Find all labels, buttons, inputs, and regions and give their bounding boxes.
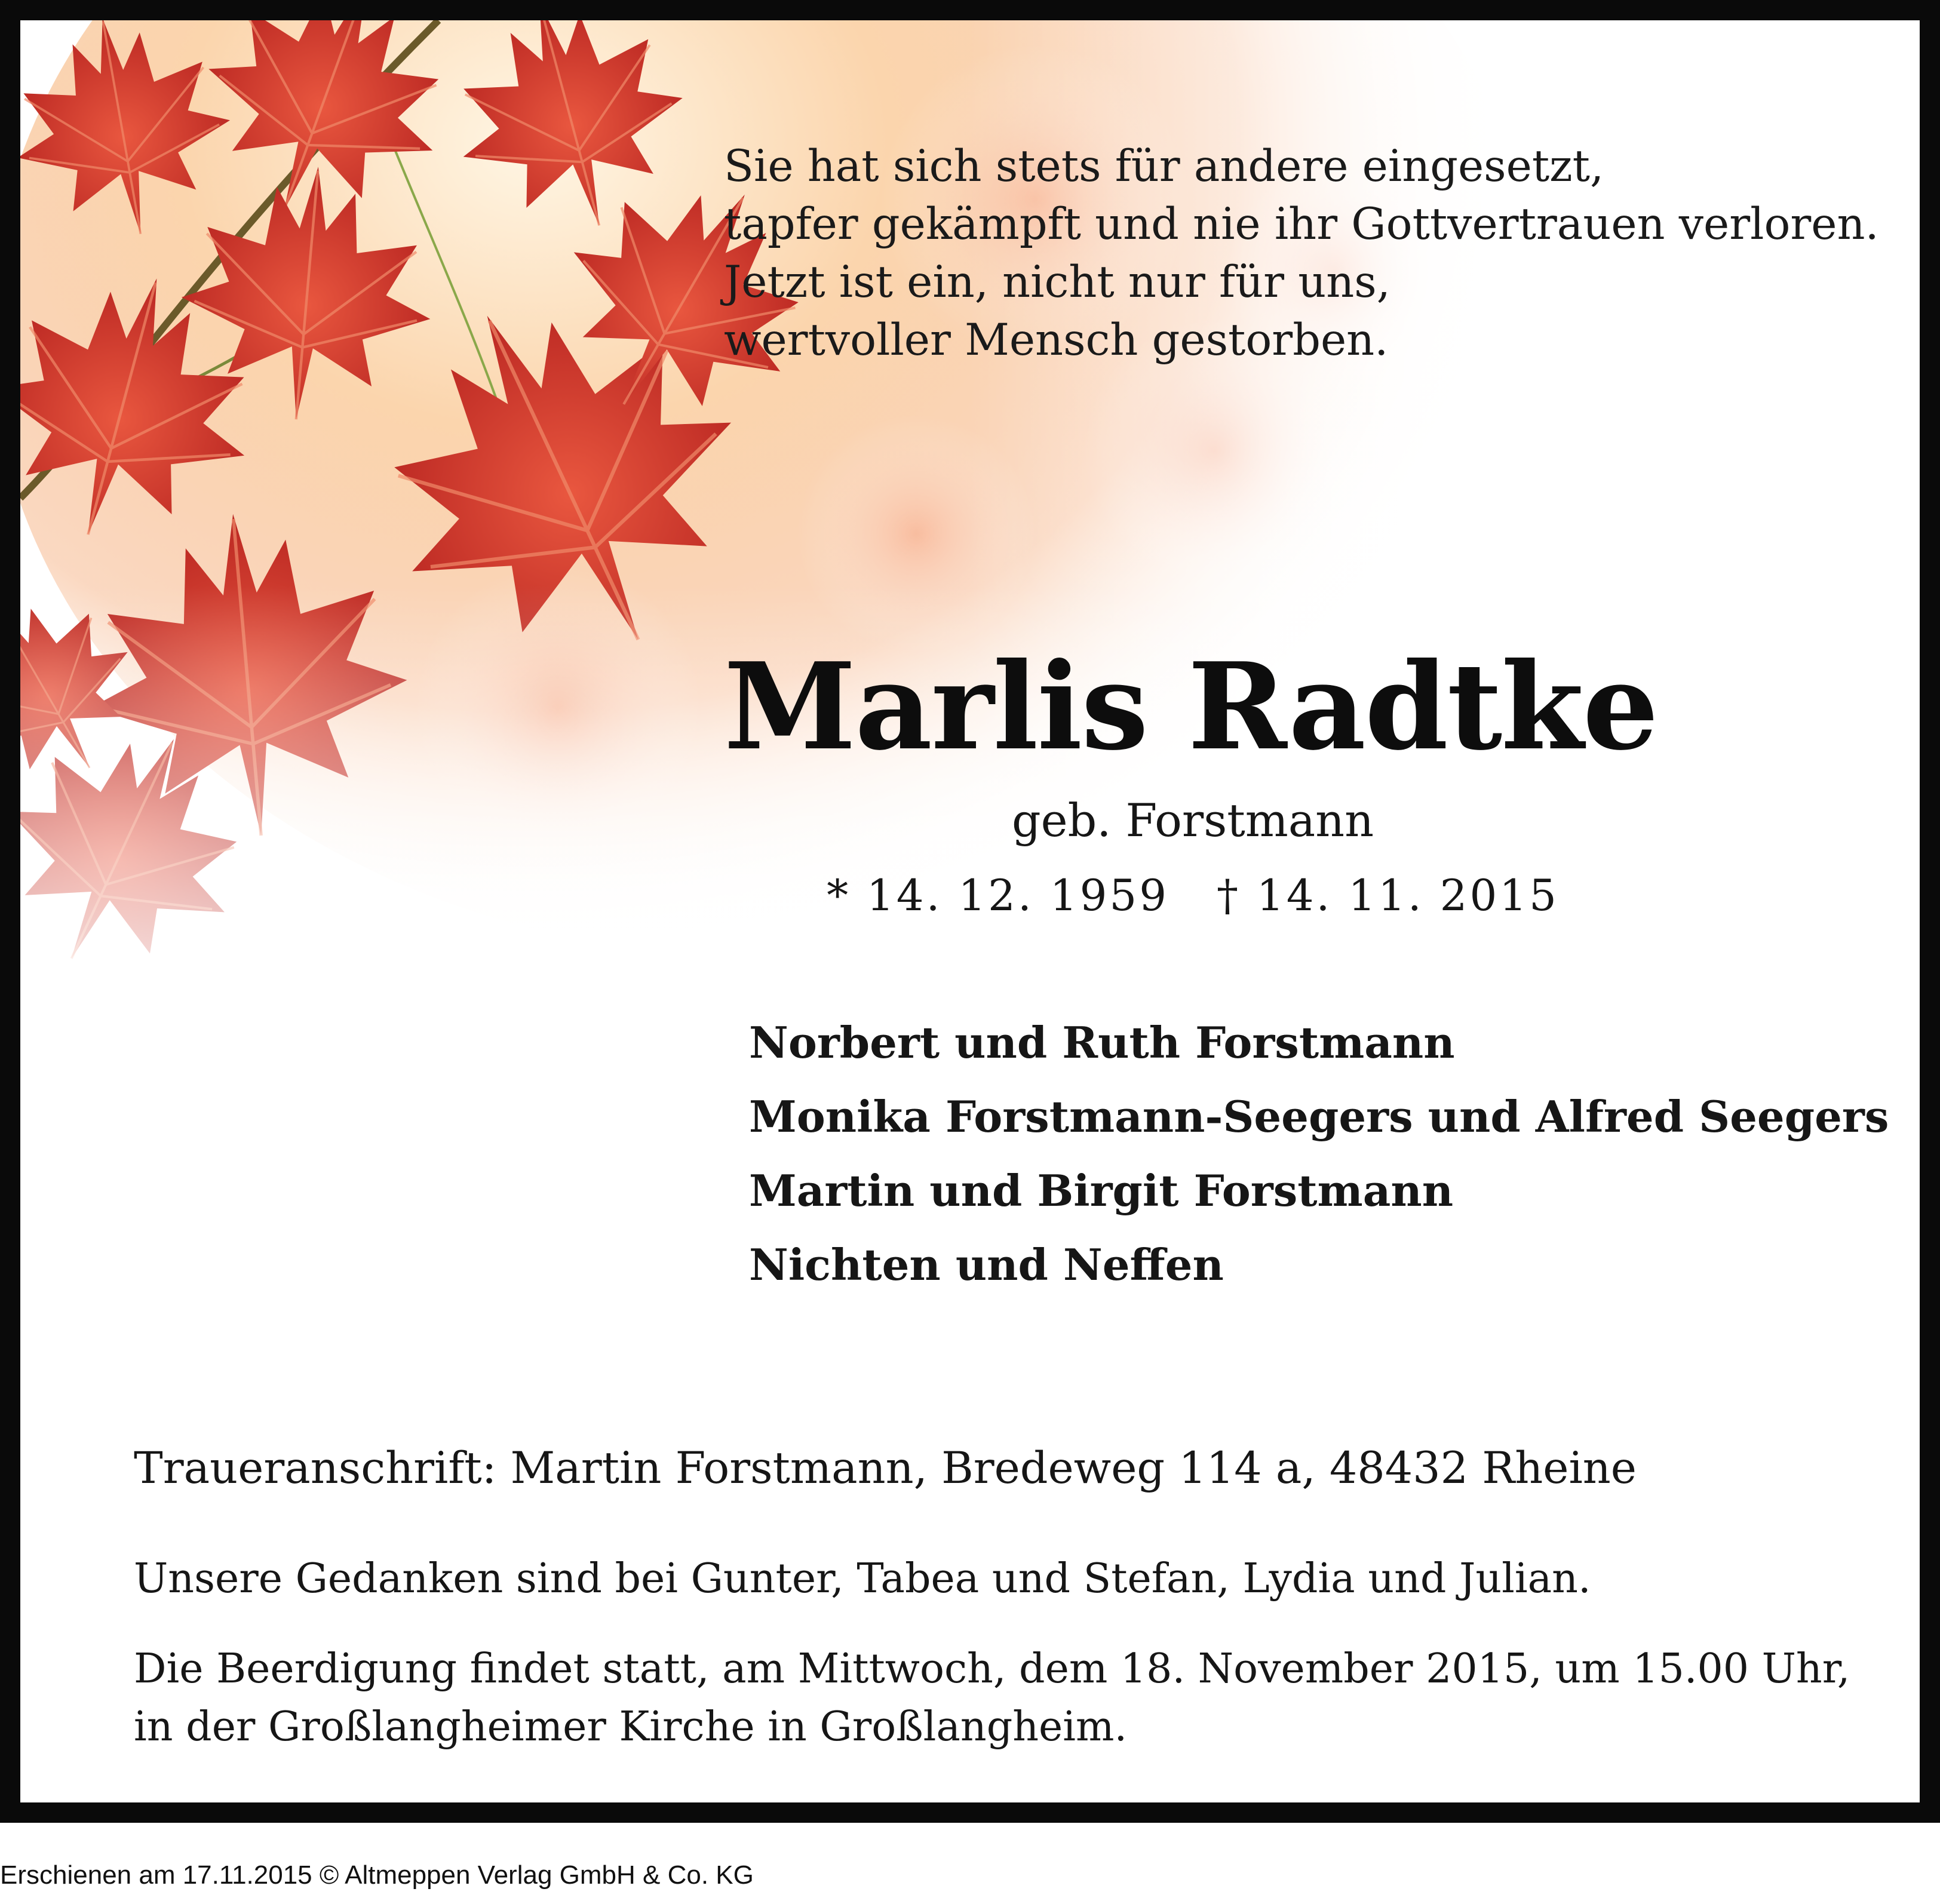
quote-line: Jetzt ist ein, nicht nur für uns, (724, 257, 1390, 308)
publication-footer: Erschienen am 17.11.2015 © Altmeppen Verlag GmbH & Co. KG (0, 1860, 754, 1890)
funeral-line: Die Beerdigung findet statt, am Mittwoch, dem 18. November 2015, um 15.00 Uhr, (134, 1645, 1850, 1693)
maiden-name: geb. Forstmann (1011, 794, 1374, 847)
funeral-line: in der Großlangheimer Kirche in Großlangheim. (134, 1703, 1128, 1751)
mourner-entry: Monika Forstmann-Seegers und Alfred Seegers (749, 1091, 1889, 1142)
life-dates (724, 865, 1662, 925)
quote-line: tapfer gekämpft und nie ihr Gottvertrauen verloren. (724, 199, 1879, 250)
funeral-details (134, 1640, 1896, 1756)
deceased-name: Marlis Radtke (724, 637, 1657, 777)
birth-date: * 14. 12. 1959 (827, 870, 1169, 920)
death-date: † 14. 11. 2015 (1217, 870, 1559, 920)
mourner-entry: Norbert und Ruth Forstmann (749, 1017, 1455, 1068)
thoughts-line: Unsere Gedanken sind bei Gunter, Tabea und Stefan, Lydia und Julian. (134, 1555, 1591, 1602)
quote-line: Sie hat sich stets für andere eingesetzt, (724, 141, 1604, 192)
memorial-quote (724, 137, 1889, 369)
mourning-address: Traueranschrift: Martin Forstmann, Bredeweg 114 a, 48432 Rheine (134, 1443, 1637, 1494)
mourner-entry: Nichten und Neffen (749, 1239, 1224, 1290)
mourners-list (749, 1006, 1914, 1302)
quote-line: wertvoller Mensch gestorben. (724, 315, 1389, 366)
mourner-entry: Martin und Birgit Forstmann (749, 1165, 1454, 1216)
